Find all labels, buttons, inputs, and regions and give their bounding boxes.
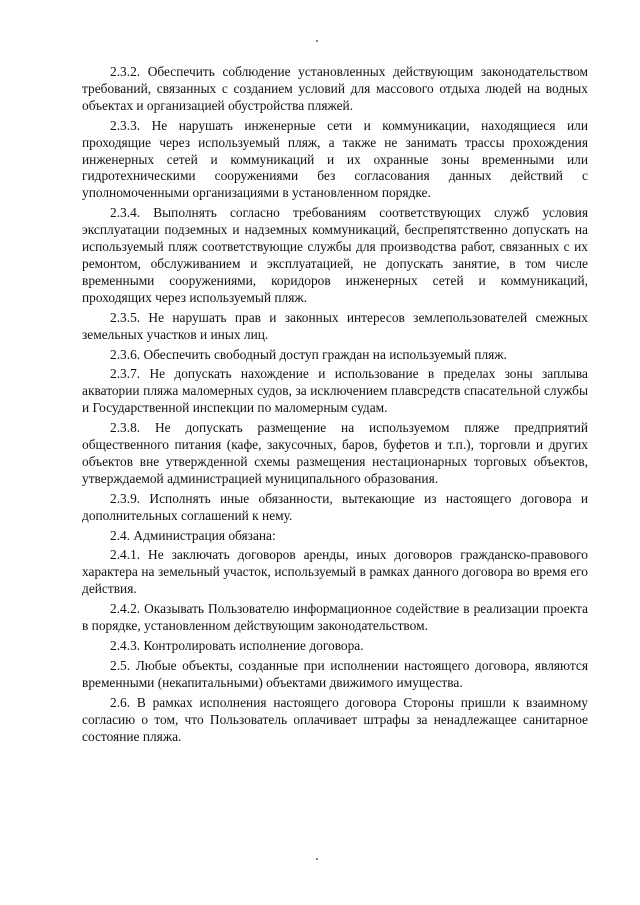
paragraph-2-3-2: 2.3.2. Обеспечить соблюдение установленных действующим законодательством требований, связанных с созданием условий для массового отдыха людей на водных объектах и организацией обустройства пляжей. xyxy=(82,64,588,113)
paragraph-2-4: 2.4. Администрация обязана: xyxy=(110,527,276,543)
document-body xyxy=(82,64,588,748)
paragraph-2-3-7: 2.3.7. Не допускать нахождение и использование в пределах зоны заплыва акватории пляжа маломерных судов, за исключением плавсредств спасательной службы и Государственной инспекции по маломерным судам. xyxy=(82,366,588,416)
paragraph-2-3-6: 2.3.6. Обеспечить свободный доступ граждан на используемый пляж. xyxy=(110,346,507,362)
paragraph-2-5: 2.5. Любые объекты, созданные при исполнении настоящего договора, являются временными (некапитальными) объектами движимого имущества. xyxy=(82,657,588,690)
scan-speck xyxy=(316,858,318,860)
paragraph-2-3-9: 2.3.9. Исполнять иные обязанности, вытекающие из настоящего договора и дополнительных соглашений к нему. xyxy=(82,490,588,523)
scan-speck xyxy=(316,40,318,42)
paragraph-2-6: 2.6. В рамках исполнения настоящего договора Стороны пришли к взаимному согласию о том, что Пользователь оплачивает штрафы за ненадлежащее санитарное состояние пляжа. xyxy=(82,694,588,744)
paragraph-2-4-3: 2.4.3. Контролировать исполнение договора. xyxy=(110,638,364,653)
paragraph-2-3-8: 2.3.8. Не допускать размещение на используемом пляже предприятий общественного питания (кафе, закусочных, баров, буфетов и т.п.), торговли и других объектов вне утвержденной схемы размещения нестационарных торговых объектов, утверждаемой администрацией муниципального образования. xyxy=(82,420,588,486)
paragraph-2-4-2: 2.4.2. Оказывать Пользователю информационное содействие в реализации проекта в порядке, установленном действующим законодательством. xyxy=(82,601,588,634)
paragraph-2-3-4: 2.3.4. Выполнять согласно требованиям соответствующих служб условия эксплуатации подземных и надземных коммуникаций, беспрепятственно допускать на используемый пляж соответствующие службы для производства работ, связанных с их ремонтом, обслуживанием и эксплуатацией, не допускать занятие, в том числе временными сооружениями, коридоров инженерных сетей и коммуникаций, проходящих через используемый пляж. xyxy=(82,205,588,305)
paragraph-2-3-5: 2.3.5. Не нарушать прав и законных интересов землепользователей смежных земельных участков и иных лиц. xyxy=(82,309,588,342)
paragraph-2-3-3: 2.3.3. Не нарушать инженерные сети и коммуникации, находящиеся или проходящие через используемый пляж, а также не занимать трассы прохождения инженерных сетей и коммуникаций и их охранные зоны временными или гидротехническими сооружениями без согласования данных действий с уполномоченными организациями в установленном порядке. xyxy=(82,117,588,201)
paragraph-2-4-1: 2.4.1. Не заключать договоров аренды, иных договоров гражданско-правового характера на земельный участок, используемый в рамках данного договора во время его действия. xyxy=(82,547,588,597)
